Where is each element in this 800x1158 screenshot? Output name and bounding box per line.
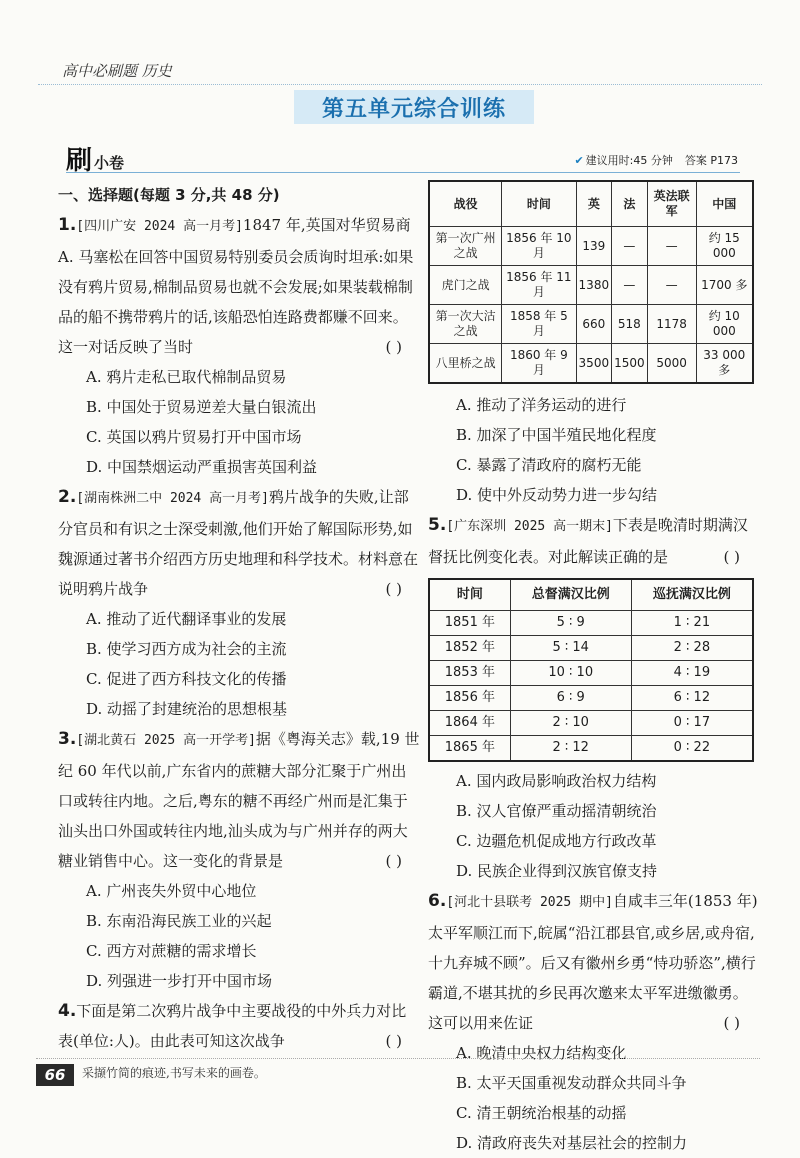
option: D. 清政府丧失对基层社会的控制力 xyxy=(456,1134,688,1152)
answer-bracket: ( ) xyxy=(723,1014,740,1032)
brand-divider xyxy=(66,172,740,173)
table-row xyxy=(429,686,753,711)
table-row xyxy=(429,266,753,305)
table-cell: 1178 xyxy=(647,305,696,344)
table-header: 巡抚满汉比例 xyxy=(631,579,753,611)
table-cell: 518 xyxy=(612,305,648,344)
table-cell: 约 15 000 xyxy=(696,227,753,266)
table-cell: 1851 年 xyxy=(429,611,510,636)
option: C. 边疆危机促成地方行政改革 xyxy=(456,832,657,850)
table-header: 英法联军 xyxy=(647,181,696,227)
table-header: 英 xyxy=(576,181,612,227)
suggest-time: 建议用时:45 分钟 xyxy=(585,154,673,167)
option: B. 汉人官僚严重动摇清朝统治 xyxy=(456,802,657,820)
footer-divider xyxy=(36,1058,760,1059)
table-cell: 1500 xyxy=(612,344,648,384)
question-source: [湖南株洲二中 2024 高一月考] xyxy=(76,491,269,506)
question-4 xyxy=(58,996,420,1056)
question-text: 下面是第二次鸦片战争中主要战役的中外兵力对比表(单位:人)。由此表可知这次战争 xyxy=(58,1002,407,1050)
table-header-row xyxy=(429,181,753,227)
table-cell: 约 10 000 xyxy=(696,305,753,344)
table-cell: 1700 多 xyxy=(696,266,753,305)
answer-bracket: ( ) xyxy=(385,338,402,356)
option: B. 太平天国重视发动群众共同斗争 xyxy=(456,1074,687,1092)
table-cell: 5 ∶ 14 xyxy=(510,636,631,661)
option: C. 暴露了清政府的腐朽无能 xyxy=(456,456,642,474)
table-cell: 4 ∶ 19 xyxy=(631,661,753,686)
suggest-info xyxy=(574,152,738,168)
question-number: 1. xyxy=(58,215,77,235)
option: D. 中国禁烟运动严重损害英国利益 xyxy=(86,458,318,476)
option: B. 加深了中国半殖民地化程度 xyxy=(456,426,657,444)
question-2 xyxy=(58,482,420,604)
table-row xyxy=(429,227,753,266)
brand-sub: 小卷 xyxy=(94,154,125,172)
page-title: 第五单元综合训练 xyxy=(321,97,506,122)
option: A. 广州丧失外贸中心地位 xyxy=(86,882,257,900)
question-number: 6. xyxy=(428,891,447,911)
table-cell: 6 ∶ 12 xyxy=(631,686,753,711)
question-5 xyxy=(428,510,758,572)
option: C. 英国以鸦片贸易打开中国市场 xyxy=(86,428,302,446)
option: C. 西方对蔗糖的需求增长 xyxy=(86,942,257,960)
table-cell: 第一次大沽之战 xyxy=(429,305,502,344)
table-cell: 660 xyxy=(576,305,612,344)
table-cell: 1856 年 10 月 xyxy=(502,227,576,266)
question-text: 1847 年,英国对华贸易商 A. 马塞松在回答中国贸易特别委员会质询时坦承:如果没有鸦片贸易,棉制品贸易也就不会发展;如果装载棉制品的船不携带鸦片的话,该船恐怕连路费都赚不回来。这一对话反映了当时 xyxy=(58,216,414,356)
table-cell: 2 ∶ 28 xyxy=(631,636,753,661)
table-cell: — xyxy=(612,227,648,266)
option: A. 国内政局影响政治权力结构 xyxy=(456,772,657,790)
question-source: [四川广安 2024 高一月考] xyxy=(76,219,243,234)
answer-bracket: ( ) xyxy=(385,852,402,870)
table-cell: 6 ∶ 9 xyxy=(510,686,631,711)
table-cell: 1856 年 11 月 xyxy=(502,266,576,305)
table-cell: 第一次广州之战 xyxy=(429,227,502,266)
table-header: 中国 xyxy=(696,181,753,227)
table-cell: 33 000 多 xyxy=(696,344,753,384)
table-header-row xyxy=(429,579,753,611)
running-header: 高中必刷题 历史 xyxy=(62,62,172,80)
table-row xyxy=(429,344,753,384)
table-cell: 10 ∶ 10 xyxy=(510,661,631,686)
table-cell: 0 ∶ 17 xyxy=(631,711,753,736)
table-cell: 2 ∶ 10 xyxy=(510,711,631,736)
question-text: 据《粤海关志》载,19 世纪 60 年代以前,广东省内的蔗糖大部分汇聚于广州出口或转往内地。之后,粤东的糖不再经广州而是汇集于汕头出口外国或转往内地,汕头成为与广州并存的两大糖业销售中心。这一变化的背景是 xyxy=(58,730,420,870)
left-column xyxy=(58,180,420,1056)
option: A. 晚清中央权力结构变化 xyxy=(456,1044,627,1062)
table-cell: — xyxy=(647,227,696,266)
governor-ratio-table xyxy=(428,578,754,762)
table-header: 总督满汉比例 xyxy=(510,579,631,611)
question-3 xyxy=(58,724,420,876)
table-cell: 虎门之战 xyxy=(429,266,502,305)
answer-bracket: ( ) xyxy=(385,1032,402,1050)
table-cell: 5000 xyxy=(647,344,696,384)
table-header: 时间 xyxy=(502,181,576,227)
option: A. 推动了近代翻译事业的发展 xyxy=(86,610,287,628)
question-source: [河北十县联考 2025 期中] xyxy=(446,895,613,910)
question-text: 鸦片战争的失败,让部分官员和有识之士深受刺激,他们开始了解国际形势,如魏源通过著书介绍西方历史地理和科学技术。材料意在说明鸦片战争 xyxy=(58,488,419,598)
table-cell: 1864 年 xyxy=(429,711,510,736)
table-cell: 0 ∶ 22 xyxy=(631,736,753,762)
table-cell: 1860 年 9 月 xyxy=(502,344,576,384)
table-cell: 3500 xyxy=(576,344,612,384)
table-row xyxy=(429,736,753,762)
troop-comparison-table xyxy=(428,180,754,384)
option: B. 东南沿海民族工业的兴起 xyxy=(86,912,272,930)
table-header: 战役 xyxy=(429,181,502,227)
option: D. 动摇了封建统治的思想根基 xyxy=(86,700,288,718)
table-row xyxy=(429,305,753,344)
answer-ref: 答案 P173 xyxy=(684,154,738,167)
option: C. 清王朝统治根基的动摇 xyxy=(456,1104,627,1122)
question-1 xyxy=(58,210,420,362)
table-cell: 5 ∶ 9 xyxy=(510,611,631,636)
question-source: [广东深圳 2025 高一期末] xyxy=(446,519,613,534)
table-cell: 139 xyxy=(576,227,612,266)
check-icon: ✔ xyxy=(574,154,584,167)
table-cell: 1856 年 xyxy=(429,686,510,711)
table-row xyxy=(429,636,753,661)
table-cell: — xyxy=(612,266,648,305)
option: D. 列强进一步打开中国市场 xyxy=(86,972,273,990)
table-row xyxy=(429,611,753,636)
question-text: 自咸丰三年(1853 年)太平军顺江而下,皖属“沿江郡县官,或乡居,或舟宿,十九弃城不顾”。后又有徽州乡勇“恃功骄恣”,横行霸道,不堪其扰的乡民再次邀来太平军进缴徽勇。这可以用来佐证 xyxy=(428,892,758,1032)
answer-bracket: ( ) xyxy=(385,580,402,598)
table-cell: 1380 xyxy=(576,266,612,305)
question-number: 5. xyxy=(428,515,447,535)
table-cell: 1852 年 xyxy=(429,636,510,661)
table-header: 时间 xyxy=(429,579,510,611)
table-row xyxy=(429,711,753,736)
option: C. 促进了西方科技文化的传播 xyxy=(86,670,287,688)
option: B. 使学习西方成为社会的主流 xyxy=(86,640,287,658)
section-heading: 一、选择题(每题 3 分,共 48 分) xyxy=(58,186,280,204)
question-number: 2. xyxy=(58,487,77,507)
question-number: 3. xyxy=(58,729,77,749)
option: D. 使中外反动势力进一步勾结 xyxy=(456,486,658,504)
option: D. 民族企业得到汉族官僚支持 xyxy=(456,862,658,880)
header-divider xyxy=(38,84,762,85)
answer-bracket: ( ) xyxy=(723,548,740,566)
table-cell: 1858 年 5 月 xyxy=(502,305,576,344)
table-header: 法 xyxy=(612,181,648,227)
question-source: [湖北黄石 2025 高一开学考] xyxy=(76,733,256,748)
table-cell: 1865 年 xyxy=(429,736,510,762)
table-cell: 2 ∶ 12 xyxy=(510,736,631,762)
right-column xyxy=(428,180,758,1158)
page-number: 66 xyxy=(36,1064,74,1086)
option: A. 鸦片走私已取代棉制品贸易 xyxy=(86,368,287,386)
table-cell: 1 ∶ 21 xyxy=(631,611,753,636)
brand-main: 刷 xyxy=(66,146,93,176)
table-cell: 八里桥之战 xyxy=(429,344,502,384)
table-cell: — xyxy=(647,266,696,305)
footer-motto: 采撷竹简的痕迹,书写未来的画卷。 xyxy=(82,1066,266,1080)
question-text: 下表是晚清时期满汉督抚比例变化表。对此解读正确的是 xyxy=(428,516,748,566)
option: B. 中国处于贸易逆差大量白银流出 xyxy=(86,398,317,416)
question-6 xyxy=(428,886,758,1038)
question-number: 4. xyxy=(58,1001,77,1021)
table-row xyxy=(429,661,753,686)
option: A. 推动了洋务运动的进行 xyxy=(456,396,627,414)
table-cell: 1853 年 xyxy=(429,661,510,686)
